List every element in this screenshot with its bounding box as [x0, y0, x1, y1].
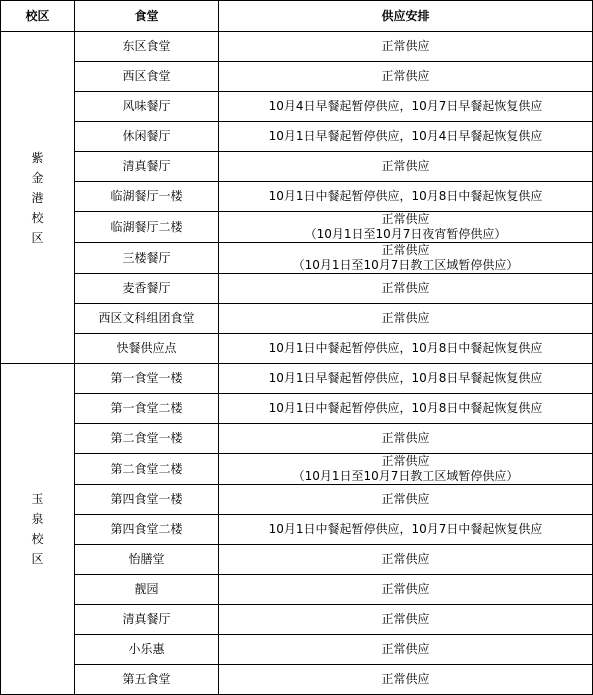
- canteen-name: 东区食堂: [75, 32, 219, 62]
- canteen-name: 第四食堂一楼: [75, 485, 219, 515]
- table-row: [1, 122, 593, 152]
- supply-line: 正常供应: [381, 582, 430, 596]
- supply-arrangement: [219, 575, 593, 605]
- table-row: [1, 545, 593, 575]
- supply-line: 正常供应: [381, 431, 430, 445]
- supply-line: 正常供应: [381, 69, 430, 83]
- supply-line: （10月1日至10月7日夜宵暂停供应）: [304, 227, 507, 241]
- table-row: [1, 62, 593, 92]
- table-row: [1, 274, 593, 304]
- table-body: [1, 32, 593, 695]
- canteen-name: 临湖餐厅一楼: [75, 182, 219, 212]
- supply-line: 正常供应: [381, 612, 430, 626]
- table-row: [1, 635, 593, 665]
- campus-cell: [1, 32, 75, 364]
- supply-arrangement: [219, 424, 593, 454]
- canteen-name: 清真餐厅: [75, 605, 219, 635]
- supply-arrangement: [219, 364, 593, 394]
- table-row: [1, 304, 593, 334]
- canteen-name: 休闲餐厅: [75, 122, 219, 152]
- campus-name: 玉泉校区: [31, 492, 44, 566]
- supply-arrangement: [219, 665, 593, 695]
- campus-cell: [1, 364, 75, 695]
- supply-arrangement: [219, 635, 593, 665]
- table-row: [1, 454, 593, 485]
- supply-arrangement: [219, 334, 593, 364]
- canteen-name: 小乐惠: [75, 635, 219, 665]
- canteen-name: 麦香餐厅: [75, 274, 219, 304]
- supply-line: （10月1日至10月7日教工区域暂停供应）: [292, 469, 519, 483]
- supply-line: 10月1日早餐起暂停供应，10月8日早餐起恢复供应: [268, 371, 543, 385]
- header-campus: 校区: [1, 1, 75, 32]
- table-row: [1, 485, 593, 515]
- supply-arrangement: [219, 212, 593, 243]
- supply-line: 正常供应: [381, 552, 430, 566]
- table-row: [1, 364, 593, 394]
- header-row: [1, 1, 593, 32]
- supply-line: 正常供应: [381, 454, 430, 468]
- supply-arrangement: [219, 394, 593, 424]
- supply-arrangement: [219, 62, 593, 92]
- table-row: [1, 394, 593, 424]
- table-row: [1, 152, 593, 182]
- table-row: [1, 665, 593, 695]
- canteen-name: 三楼餐厅: [75, 243, 219, 274]
- supply-line: 正常供应: [381, 311, 430, 325]
- supply-line: 10月1日早餐起暂停供应，10月4日早餐起恢复供应: [268, 129, 543, 143]
- supply-arrangement: [219, 515, 593, 545]
- canteen-name: 西区文科组团食堂: [75, 304, 219, 334]
- supply-arrangement: [219, 243, 593, 274]
- supply-line: 10月1日中餐起暂停供应，10月8日中餐起恢复供应: [268, 341, 543, 355]
- supply-arrangement: [219, 182, 593, 212]
- supply-line: 10月1日中餐起暂停供应，10月7日中餐起恢复供应: [268, 522, 543, 536]
- canteen-name: 第二食堂二楼: [75, 454, 219, 485]
- supply-line: 正常供应: [381, 39, 430, 53]
- supply-arrangement: [219, 122, 593, 152]
- canteen-name: 西区食堂: [75, 62, 219, 92]
- supply-line: 正常供应: [381, 672, 430, 686]
- header-canteen: 食堂: [75, 1, 219, 32]
- supply-line: 10月4日早餐起暂停供应，10月7日早餐起恢复供应: [268, 99, 543, 113]
- supply-arrangement: [219, 152, 593, 182]
- canteen-name: 第一食堂二楼: [75, 394, 219, 424]
- canteen-name: 怡膳堂: [75, 545, 219, 575]
- canteen-name: 第二食堂一楼: [75, 424, 219, 454]
- canteen-name: 第五食堂: [75, 665, 219, 695]
- supply-line: 正常供应: [381, 212, 430, 226]
- supply-line: 正常供应: [381, 243, 430, 257]
- header-supply: 供应安排: [219, 1, 593, 32]
- supply-arrangement: [219, 485, 593, 515]
- supply-arrangement: [219, 545, 593, 575]
- table-row: [1, 92, 593, 122]
- canteen-name: 第一食堂一楼: [75, 364, 219, 394]
- canteen-name: 第四食堂二楼: [75, 515, 219, 545]
- supply-line: 正常供应: [381, 492, 430, 506]
- supply-line: 正常供应: [381, 159, 430, 173]
- canteen-name: 靓园: [75, 575, 219, 605]
- canteen-name: 快餐供应点: [75, 334, 219, 364]
- supply-arrangement: [219, 274, 593, 304]
- campus-name: 紫金港校区: [31, 150, 44, 245]
- table-row: [1, 575, 593, 605]
- supply-line: 10月1日中餐起暂停供应，10月8日中餐起恢复供应: [268, 401, 543, 415]
- supply-arrangement: [219, 454, 593, 485]
- canteen-name: 风味餐厅: [75, 92, 219, 122]
- canteen-name: 清真餐厅: [75, 152, 219, 182]
- table-row: [1, 32, 593, 62]
- canteen-name: 临湖餐厅二楼: [75, 212, 219, 243]
- table-row: [1, 182, 593, 212]
- supply-line: （10月1日至10月7日教工区域暂停供应）: [292, 258, 519, 272]
- supply-line: 正常供应: [381, 281, 430, 295]
- table-row: [1, 243, 593, 274]
- table-row: [1, 334, 593, 364]
- table-row: [1, 605, 593, 635]
- supply-arrangement: [219, 605, 593, 635]
- table-row: [1, 212, 593, 243]
- supply-line: 10月1日中餐起暂停供应，10月8日中餐起恢复供应: [268, 189, 543, 203]
- supply-arrangement: [219, 92, 593, 122]
- table-row: [1, 515, 593, 545]
- supply-arrangement: [219, 304, 593, 334]
- table-row: [1, 424, 593, 454]
- supply-line: 正常供应: [381, 642, 430, 656]
- supply-arrangement: [219, 32, 593, 62]
